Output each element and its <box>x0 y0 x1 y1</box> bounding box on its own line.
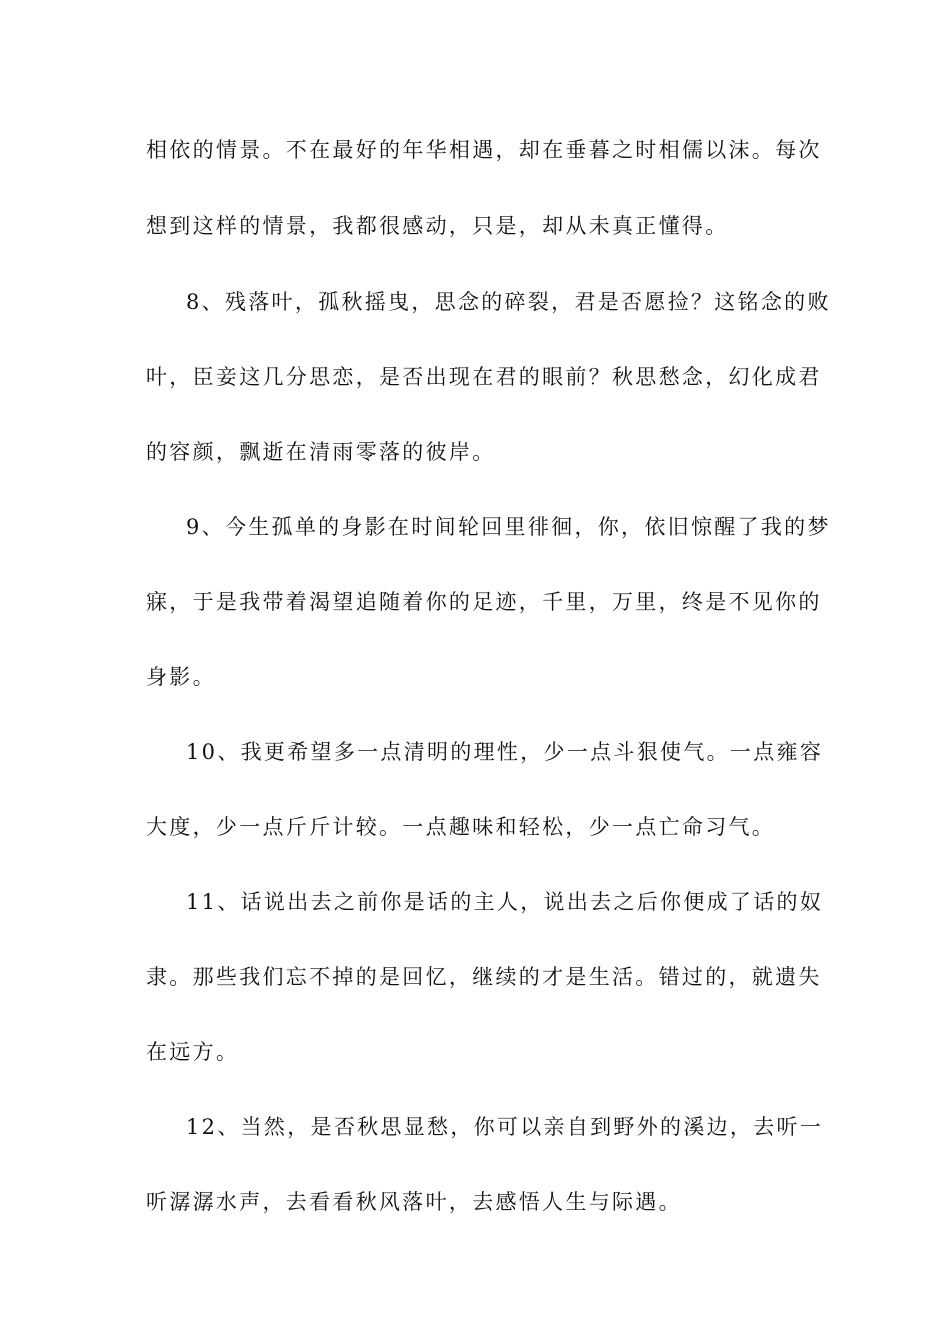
paragraph-12-line-1: 12、当然，是否秋思显愁，你可以亲自到野外的溪边，去听一 <box>186 1115 824 1139</box>
text-line: 隶。那些我们忘不掉的是回忆，继续的才是生活。错过的，就遗失 <box>146 965 822 989</box>
paragraph-8-line-1: 8、残落叶，孤秋摇曳，思念的碎裂，君是否愿捡？这铭念的败 <box>186 290 831 314</box>
text-line: 叶，臣妾这几分思恋，是否出现在君的眼前？秋思愁念，幻化成君 <box>146 365 822 389</box>
text-line: 想到这样的情景，我都很感动，只是，却从未真正懂得。 <box>146 214 729 238</box>
text-line: 相依的情景。不在最好的年华相遇，却在垂暮之时相儒以沫。每次 <box>146 138 822 162</box>
text-line: 的容颜，飘逝在清雨零落的彼岸。 <box>146 440 496 464</box>
text-line: 身影。 <box>146 665 216 689</box>
paragraph-9-line-1: 9、今生孤单的身影在时间轮回里徘徊，你，依旧惊醒了我的梦 <box>186 515 831 539</box>
text-line: 听潺潺水声，去看看秋风落叶，去感悟人生与际遇。 <box>146 1190 682 1214</box>
paragraph-10-line-1: 10、我更希望多一点清明的理性，少一点斗狠使气。一点雍容 <box>186 740 824 764</box>
text-line: 在远方。 <box>146 1040 240 1064</box>
text-line: 寐，于是我带着渴望追随着你的足迹，千里，万里，终是不见你的 <box>146 590 822 614</box>
text-line: 大度，少一点斤斤计较。一点趣味和轻松，少一点亡命习气。 <box>146 815 776 839</box>
paragraph-11-line-1: 11、话说出去之前你是话的主人，说出去之后你便成了话的奴 <box>186 890 824 914</box>
